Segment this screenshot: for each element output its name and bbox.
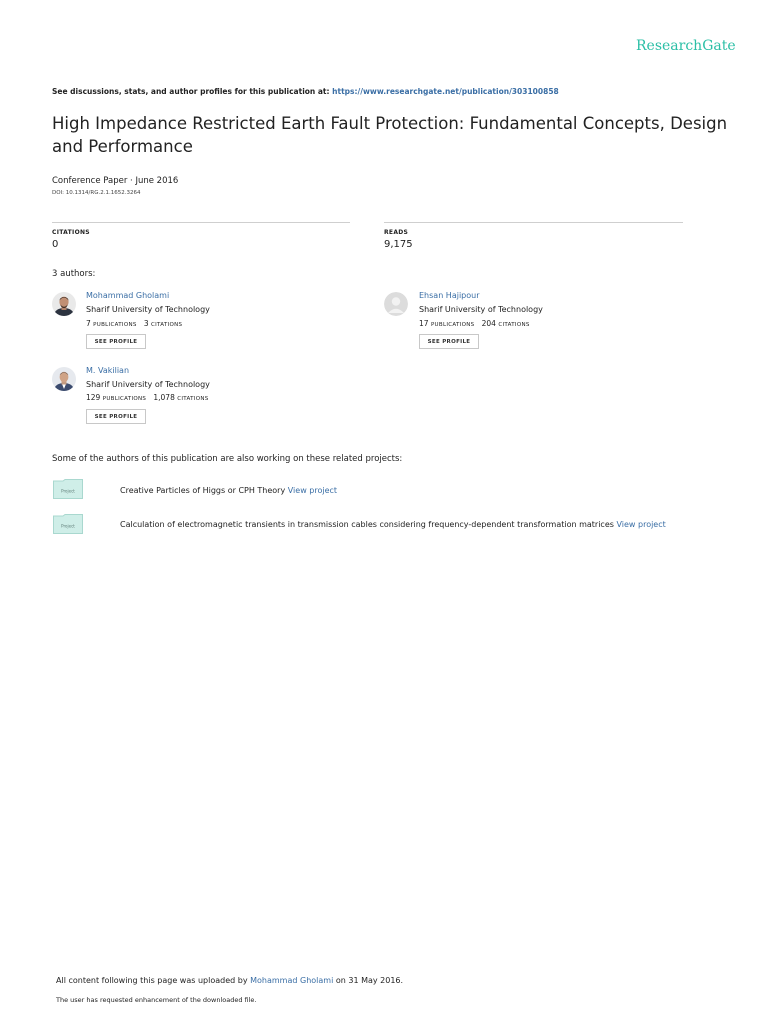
uploader-link[interactable]: Mohammad Gholami [250, 976, 334, 985]
publication-title: High Impedance Restricted Earth Fault Protection: Fundamental Concepts, Design and Performance [52, 114, 728, 156]
project-title: Creative Particles of Higgs or CPH Theory [120, 486, 286, 495]
author-avatar[interactable] [52, 292, 76, 316]
project-item [120, 486, 337, 495]
reads-label: READS [384, 229, 409, 236]
citations-count: 0 [52, 239, 59, 250]
author-institution: Sharif University of Technology [86, 380, 210, 389]
project-folder-icon[interactable] [53, 479, 83, 499]
project-tag-label: Project [61, 523, 75, 529]
citations-count: 1,078 [153, 393, 175, 402]
publications-label: PUBLICATIONS [430, 322, 475, 328]
related-projects-heading: Some of the authors of this publication are also working on these related projects: [52, 454, 403, 464]
upload-notice [56, 976, 403, 985]
project-folder-icon[interactable] [53, 514, 83, 534]
see-profile-button[interactable]: SEE PROFILE [86, 409, 146, 424]
author-avatar[interactable] [52, 367, 76, 391]
author-name[interactable]: Ehsan Hajipour [419, 291, 480, 300]
project-tag-label: Project [61, 488, 75, 494]
see-profile-button[interactable]: SEE PROFILE [86, 334, 146, 349]
citations-label: CITATIONS [177, 396, 209, 402]
view-project-link[interactable]: View project [287, 486, 338, 495]
author-photo-icon [52, 367, 76, 391]
author-institution: Sharif University of Technology [86, 305, 210, 314]
citations-count: 204 [481, 319, 496, 328]
researchgate-logo[interactable]: ResearchGate [636, 38, 736, 54]
publications-count: 7 [86, 319, 91, 328]
author-name[interactable]: Mohammad Gholami [86, 291, 170, 300]
upload-prefix: All content following this page was uploaded by [56, 976, 248, 985]
publication-link[interactable]: https://www.researchgate.net/publication/303100858 [332, 87, 559, 96]
publications-count: 129 [86, 393, 101, 402]
author-stats [419, 319, 530, 328]
upload-suffix: on 31 May 2016. [335, 976, 404, 985]
authors-heading: 3 authors: [52, 269, 96, 279]
discussion-notice [52, 87, 559, 96]
publications-count: 17 [419, 319, 429, 328]
default-avatar-icon [384, 292, 408, 316]
author-photo-icon [52, 292, 76, 316]
citations-label: CITATIONS [498, 322, 530, 328]
author-institution: Sharif University of Technology [419, 305, 543, 314]
citations-count: 3 [143, 319, 149, 328]
author-avatar[interactable] [384, 292, 408, 316]
author-stats [86, 319, 182, 328]
publication-type: Conference Paper · June 2016 [52, 176, 179, 186]
citations-label: CITATIONS [151, 322, 183, 328]
project-item [120, 520, 666, 529]
publications-label: PUBLICATIONS [102, 396, 147, 402]
reads-count: 9,175 [384, 239, 413, 250]
divider-reads [384, 222, 683, 223]
project-title: Calculation of electromagnetic transients in transmission cables considering frequency-dependent transformation matrices [120, 520, 614, 529]
author-name[interactable]: M. Vakilian [86, 366, 130, 375]
see-profile-button[interactable]: SEE PROFILE [419, 334, 479, 349]
enhancement-note: The user has requested enhancement of the downloaded file. [56, 996, 257, 1004]
divider-citations [52, 222, 350, 223]
publications-label: PUBLICATIONS [93, 322, 137, 328]
view-project-link[interactable]: View project [616, 520, 666, 529]
publication-doi: DOI: 10.1314/RG.2.1.1652.3264 [52, 190, 141, 196]
author-stats [86, 393, 209, 402]
citations-label: CITATIONS [52, 229, 90, 236]
discussion-text: See discussions, stats, and author profiles for this publication at: [52, 87, 330, 96]
